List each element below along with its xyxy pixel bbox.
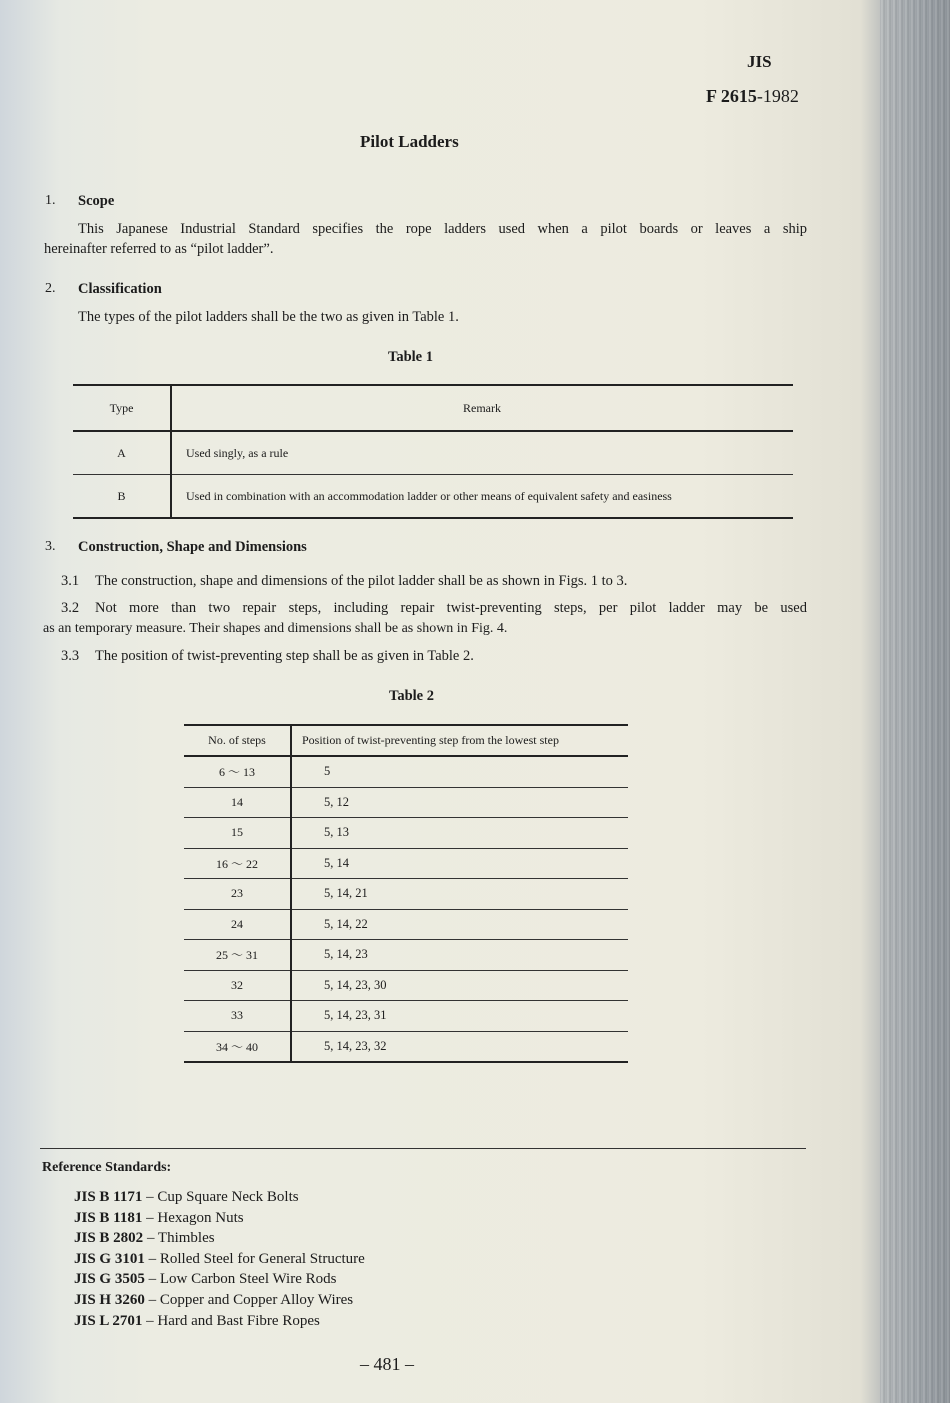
table2-cell-position: 5, 13 bbox=[291, 818, 628, 849]
section-1-title: Scope bbox=[78, 193, 115, 209]
table-row bbox=[184, 970, 628, 1001]
clause-3-3-text: The position of twist-preventing step shall be as given in Table 2. bbox=[95, 648, 474, 664]
table1-cell-type: A bbox=[73, 431, 171, 475]
footnote-divider bbox=[40, 1148, 806, 1149]
table2-cell-position: 5, 14, 21 bbox=[291, 879, 628, 910]
references-title: Reference Standards: bbox=[42, 1160, 172, 1175]
table2-cell-position: 5, 14, 23, 30 bbox=[291, 970, 628, 1001]
clause-3-2-text-line1: Not more than two repair steps, including repair twist-preventing steps, per pilot ladder may be used bbox=[95, 600, 807, 616]
reference-code: JIS L 2701 bbox=[74, 1312, 143, 1329]
section-1-text-line1: This Japanese Industrial Standard specifies the rope ladders used when a pilot boards or leaves a ship bbox=[78, 221, 807, 237]
list-item bbox=[74, 1187, 365, 1208]
reference-name: – Cup Square Neck Bolts bbox=[146, 1189, 299, 1205]
list-item bbox=[74, 1208, 365, 1229]
table2-cell-steps: 6 ～ 13 bbox=[184, 756, 291, 787]
table-row bbox=[184, 940, 628, 971]
table-row bbox=[184, 787, 628, 818]
section-1-text-line2: hereinafter referred to as “pilot ladder”. bbox=[44, 241, 274, 257]
table2-cell-steps: 32 bbox=[184, 970, 291, 1001]
table-row bbox=[184, 1001, 628, 1032]
list-item bbox=[74, 1290, 365, 1311]
section-3-number: 3. bbox=[45, 539, 56, 554]
section-2-title: Classification bbox=[78, 281, 162, 297]
table-row bbox=[73, 475, 793, 519]
table2-header-steps: No. of steps bbox=[184, 725, 291, 756]
table2-cell-position: 5, 12 bbox=[291, 787, 628, 818]
header-year: -1982 bbox=[756, 86, 799, 106]
section-2-number: 2. bbox=[45, 281, 56, 296]
table1-header-type: Type bbox=[73, 385, 171, 431]
reference-code: JIS B 2802 bbox=[74, 1230, 144, 1247]
document-title: Pilot Ladders bbox=[360, 132, 459, 151]
section-2-text: The types of the pilot ladders shall be the two as given in Table 1. bbox=[78, 309, 459, 325]
table1-caption: Table 1 bbox=[388, 349, 433, 365]
section-1-number: 1. bbox=[45, 193, 56, 208]
table2-cell-position: 5, 14 bbox=[291, 848, 628, 879]
table1-header-remark: Remark bbox=[171, 385, 793, 431]
section-3-title: Construction, Shape and Dimensions bbox=[78, 539, 307, 555]
table2-cell-steps: 16 ～ 22 bbox=[184, 848, 291, 879]
page-edge-shadow bbox=[880, 0, 950, 1403]
reference-name: – Low Carbon Steel Wire Rods bbox=[148, 1271, 337, 1288]
table2-cell-position: 5, 14, 22 bbox=[291, 909, 628, 940]
table-row bbox=[184, 909, 628, 940]
table2-cell-position: 5, 14, 23, 32 bbox=[291, 1031, 628, 1062]
table2-cell-steps: 14 bbox=[184, 787, 291, 818]
table-row bbox=[184, 756, 628, 787]
reference-name: – Hard and Bast Fibre Ropes bbox=[146, 1312, 320, 1329]
reference-code: JIS H 3260 bbox=[74, 1291, 145, 1308]
clause-3-2-number: 3.2 bbox=[61, 600, 80, 616]
header-org: JIS bbox=[747, 52, 772, 71]
list-item bbox=[74, 1228, 365, 1249]
table1-cell-remark: Used in combination with an accommodation ladder or other means of equivalent safety and easiness bbox=[171, 475, 793, 519]
table1-cell-remark: Used singly, as a rule bbox=[171, 431, 793, 475]
table2-cell-steps: 25 ～ 31 bbox=[184, 940, 291, 971]
table-row bbox=[184, 848, 628, 879]
table1-cell-type: B bbox=[73, 475, 171, 519]
reference-code: JIS B 1181 bbox=[74, 1209, 143, 1226]
header-standard-number bbox=[706, 86, 799, 107]
table-row bbox=[184, 818, 628, 849]
table2-cell-position: 5, 14, 23, 31 bbox=[291, 1001, 628, 1032]
list-item bbox=[74, 1269, 365, 1290]
clause-3-3-number: 3.3 bbox=[61, 648, 80, 664]
reference-name: – Rolled Steel for General Structure bbox=[148, 1250, 365, 1267]
clause-3-1-text: The construction, shape and dimensions of the pilot ladder shall be as shown in Figs. 1 to 3. bbox=[95, 573, 628, 589]
table2 bbox=[184, 724, 628, 1063]
table2-cell-steps: 24 bbox=[184, 909, 291, 940]
table2-cell-position: 5 bbox=[291, 756, 628, 787]
reference-code: JIS G 3505 bbox=[74, 1271, 145, 1288]
table2-cell-steps: 15 bbox=[184, 818, 291, 849]
table1-header-row bbox=[73, 385, 793, 431]
list-item bbox=[74, 1249, 365, 1270]
table-row bbox=[184, 879, 628, 910]
reference-name: – Hexagon Nuts bbox=[146, 1209, 244, 1226]
list-item bbox=[74, 1311, 365, 1332]
table2-cell-steps: 23 bbox=[184, 879, 291, 910]
table2-caption: Table 2 bbox=[389, 688, 434, 704]
table-row bbox=[73, 431, 793, 475]
reference-code: JIS B 1171 bbox=[74, 1189, 143, 1205]
page-number: – 481 – bbox=[360, 1354, 414, 1374]
reference-code: JIS G 3101 bbox=[74, 1250, 145, 1267]
table-row bbox=[184, 1031, 628, 1062]
clause-3-2-text-line2: as an temporary measure. Their shapes and dimensions shall be as shown in Fig. 4. bbox=[43, 621, 508, 636]
header-code: F 2615 bbox=[706, 86, 757, 106]
table2-header-row bbox=[184, 725, 628, 756]
table2-cell-position: 5, 14, 23 bbox=[291, 940, 628, 971]
reference-name: – Thimbles bbox=[146, 1230, 215, 1247]
table2-cell-steps: 34 ～ 40 bbox=[184, 1031, 291, 1062]
reference-name: – Copper and Copper Alloy Wires bbox=[148, 1291, 354, 1308]
references-list bbox=[74, 1187, 365, 1331]
table2-header-position: Position of twist-preventing step from the lowest step bbox=[291, 725, 628, 756]
table2-cell-steps: 33 bbox=[184, 1001, 291, 1032]
table1 bbox=[73, 384, 793, 519]
clause-3-1-number: 3.1 bbox=[61, 573, 80, 589]
